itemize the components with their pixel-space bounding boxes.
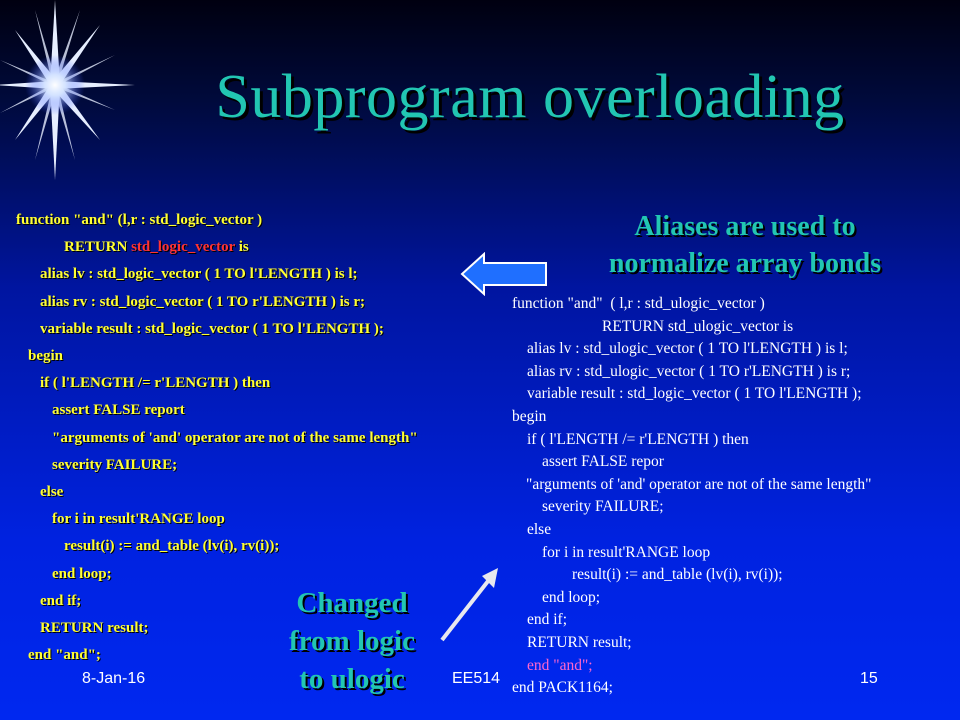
right-code-line: end "and"; bbox=[527, 656, 593, 674]
right-code-line: alias rv : std_ulogic_vector ( 1 TO r'LENGTH ) is r; bbox=[527, 362, 851, 380]
changed-note-line: from logic bbox=[289, 625, 415, 657]
footer-page-number: 15 bbox=[860, 670, 878, 687]
right-code-line: assert FALSE repor bbox=[542, 453, 664, 471]
left-code-line: begin bbox=[28, 348, 64, 364]
right-code-line: severity FAILURE; bbox=[542, 498, 664, 516]
alias-note-line: Aliases are used to bbox=[634, 211, 856, 242]
footer-course: EE514 bbox=[452, 670, 501, 687]
alias-note bbox=[560, 208, 930, 282]
left-code-line: result(i) := and_table (lv(i), rv(i)); bbox=[64, 538, 280, 555]
left-code-line: for i in result'RANGE loop bbox=[52, 511, 225, 528]
right-code-line: begin bbox=[512, 408, 547, 425]
left-code-line: assert FALSE report bbox=[52, 402, 185, 419]
left-code-line: alias rv : std_logic_vector ( 1 TO r'LENGTH ) is r; bbox=[40, 293, 365, 310]
left-arrow-icon bbox=[460, 252, 550, 296]
right-code-line: end PACK1164; bbox=[512, 679, 613, 697]
left-code-line: else bbox=[40, 484, 64, 500]
right-code-line: result(i) := and_table (lv(i), rv(i)); bbox=[572, 566, 783, 584]
left-code-line: severity FAILURE; bbox=[52, 456, 178, 473]
changed-note bbox=[262, 584, 442, 698]
left-code-line: "arguments of 'and' operator are not of the same length" bbox=[52, 429, 418, 446]
diagonal-arrow-icon bbox=[430, 560, 510, 650]
left-code-line: function "and" (l,r : std_logic_vector ) bbox=[16, 212, 263, 228]
right-code-line: RETURN result; bbox=[527, 634, 632, 651]
left-code-line: variable result : std_logic_vector ( 1 TO l'LENGTH ); bbox=[40, 320, 384, 337]
changed-note-line: to ulogic bbox=[299, 663, 405, 695]
right-code-line: else bbox=[527, 521, 552, 538]
right-code-line: variable result : std_logic_vector ( 1 TO l'LENGTH ); bbox=[527, 385, 862, 403]
right-code-line: "arguments of 'and' operator are not of the same length" bbox=[526, 475, 872, 493]
right-code-line: function "and" ( l,r : std_ulogic_vector ) bbox=[512, 295, 765, 312]
left-code-line: end "and"; bbox=[28, 647, 101, 664]
left-code-line: end if; bbox=[40, 592, 82, 609]
changed-note-line: Changed bbox=[296, 587, 408, 619]
right-code-line: for i in result'RANGE loop bbox=[542, 543, 711, 561]
right-code-line: end loop; bbox=[542, 588, 601, 606]
right-code-line: alias lv : std_ulogic_vector ( 1 TO l'LENGTH ) is l; bbox=[527, 340, 848, 358]
left-code-line: if ( l'LENGTH /= r'LENGTH ) then bbox=[40, 375, 271, 392]
footer-date: 8-Jan-16 bbox=[82, 670, 146, 687]
right-code-line: if ( l'LENGTH /= r'LENGTH ) then bbox=[527, 430, 749, 448]
right-code-line: end if; bbox=[527, 611, 568, 629]
slide-title: Subprogram overloading bbox=[215, 63, 845, 131]
left-code-line: end loop; bbox=[52, 565, 112, 582]
right-code-line: RETURN std_ulogic_vector is bbox=[602, 317, 794, 335]
left-code-line: RETURN std_logic_vector is bbox=[64, 239, 249, 256]
left-code-line: alias lv : std_logic_vector ( 1 TO l'LENGTH ) is l; bbox=[40, 266, 358, 283]
left-code-line: RETURN result; bbox=[40, 620, 149, 636]
alias-note-line: normalize array bonds bbox=[608, 248, 882, 279]
